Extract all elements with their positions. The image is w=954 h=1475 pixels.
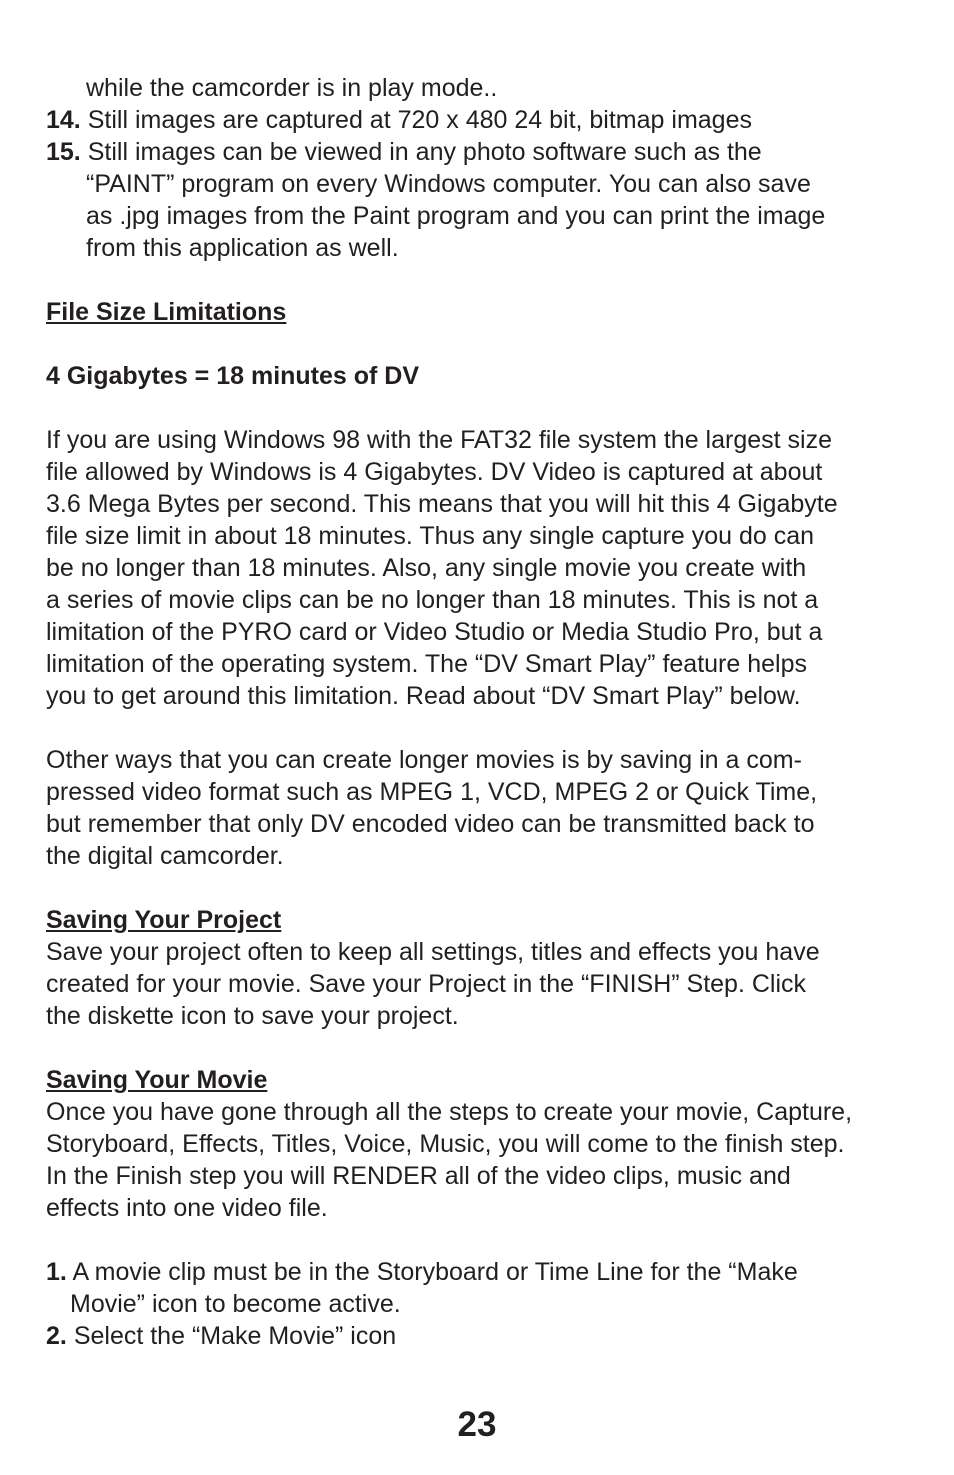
saving-project-paragraph (46, 936, 926, 1032)
list-text: Movie” icon to become active. (70, 1290, 401, 1318)
list-number: 1. (46, 1258, 67, 1286)
list-number: 2. (46, 1322, 67, 1350)
paragraph-line: pressed video format such as MPEG 1, VCD, MPEG 2 or Quick Time, (46, 778, 818, 806)
paragraph-line: effects into one video file. (46, 1194, 328, 1222)
paragraph-line: limitation of the PYRO card or Video Studio or Media Studio Pro, but a (46, 618, 823, 646)
paragraph-line: the diskette icon to save your project. (46, 1002, 459, 1030)
spacer (46, 1032, 926, 1064)
spacer (46, 264, 926, 296)
spacer (46, 712, 926, 744)
spacer (46, 1224, 926, 1256)
spacer (46, 872, 926, 904)
paragraph-line: but remember that only DV encoded video can be transmitted back to (46, 810, 815, 838)
section-heading-saving-project: Saving Your Project (46, 906, 282, 934)
file-size-paragraph-2 (46, 744, 926, 872)
list-number: 14. (46, 106, 81, 134)
list-item-2 (46, 1320, 926, 1352)
section-heading-file-size: File Size Limitations (46, 298, 287, 326)
page-number: 23 (457, 1405, 497, 1444)
section-heading-saving-movie: Saving Your Movie (46, 1066, 268, 1094)
list-text: as .jpg images from the Paint program and you can print the image (86, 202, 826, 230)
paragraph-line: Other ways that you can create longer movies is by saving in a com- (46, 746, 802, 774)
paragraph-line: created for your movie. Save your Project in the “FINISH” Step. Click (46, 970, 806, 998)
paragraph-line: be no longer than 18 minutes. Also, any single movie you create with (46, 554, 807, 582)
list-item-15 (46, 136, 926, 168)
list-text: from this application as well. (86, 234, 399, 262)
paragraph-line: a series of movie clips can be no longer than 18 minutes. This is not a (46, 586, 819, 614)
paragraph-line: limitation of the operating system. The “DV Smart Play” feature helps (46, 650, 807, 678)
list-text: Still images are captured at 720 x 480 24 bit, bitmap images (87, 106, 752, 134)
spacer (46, 392, 926, 424)
paragraph-line: Once you have gone through all the steps to create your movie, Capture, (46, 1098, 853, 1126)
paragraph-line: file allowed by Windows is 4 Gigabytes. DV Video is captured at about (46, 458, 823, 486)
saving-movie-paragraph (46, 1096, 926, 1224)
list-text: “PAINT” program on every Windows computer. You can also save (86, 170, 811, 198)
list-number: 15. (46, 138, 81, 166)
list-text: A movie clip must be in the Storyboard or Time Line for the “Make (72, 1258, 798, 1286)
list-text: Still images can be viewed in any photo software such as the (87, 138, 762, 166)
paragraph-line: 3.6 Mega Bytes per second. This means that you will hit this 4 Gigabyte (46, 490, 838, 518)
paragraph-line: In the Finish step you will RENDER all of the video clips, music and (46, 1162, 791, 1190)
file-size-paragraph-1 (46, 424, 926, 712)
paragraph-line: the digital camcorder. (46, 842, 284, 870)
list-text: Select the “Make Movie” icon (73, 1322, 397, 1350)
continuation-line: while the camcorder is in play mode.. (86, 74, 498, 102)
paragraph-line: Save your project often to keep all settings, titles and effects you have (46, 938, 820, 966)
manual-page-body (46, 72, 926, 1352)
spacer (46, 328, 926, 360)
paragraph-line: If you are using Windows 98 with the FAT32 file system the largest size (46, 426, 832, 454)
paragraph-line: Storyboard, Effects, Titles, Voice, Music, you will come to the finish step. (46, 1130, 845, 1158)
file-size-subheading: 4 Gigabytes = 18 minutes of DV (46, 362, 420, 390)
paragraph-line: you to get around this limitation. Read about “DV Smart Play” below. (46, 682, 801, 710)
list-item-14 (46, 104, 926, 136)
paragraph-line: file size limit in about 18 minutes. Thus any single capture you do can (46, 522, 815, 550)
list-item-1 (46, 1256, 926, 1288)
